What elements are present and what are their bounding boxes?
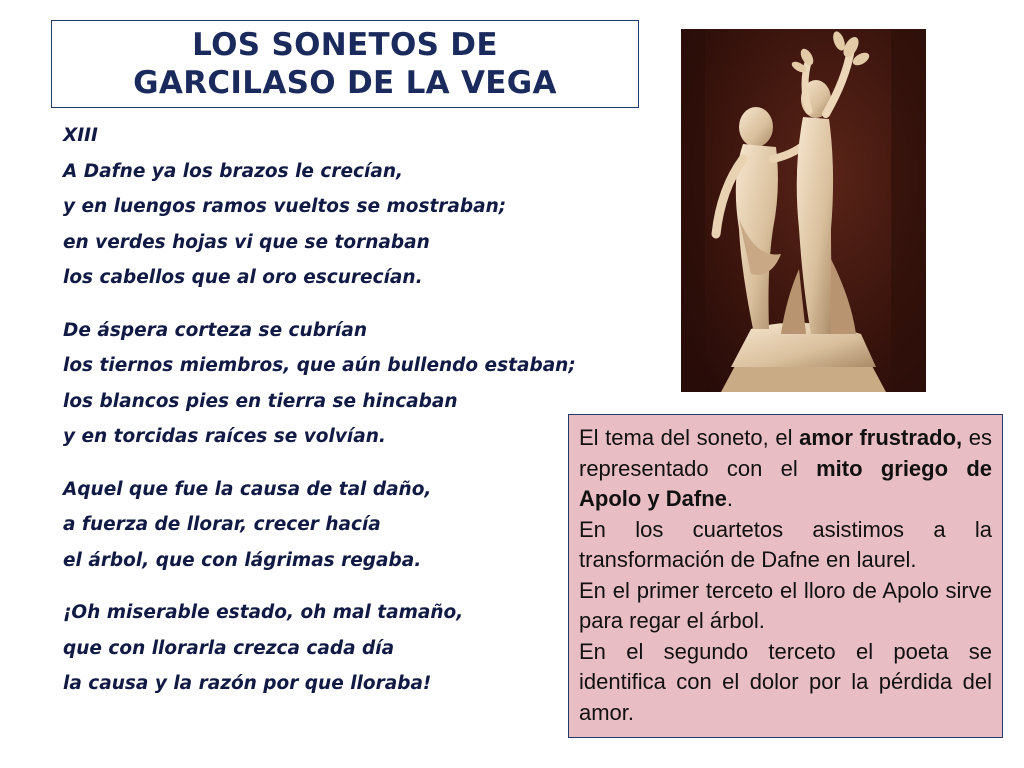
verse: y en torcidas raíces se volvían. — [63, 426, 386, 447]
commentary-paragraph — [579, 423, 992, 515]
commentary-text: es representado con el — [579, 425, 992, 481]
commentary-paragraph: En el segundo terceto el poeta se identifica con el dolor por la pérdida del amor. — [579, 638, 992, 725]
sonnet-text — [63, 118, 623, 719]
commentary-highlight: mito griego de Apolo y Dafne — [579, 455, 992, 511]
sculpture-photo — [681, 29, 926, 392]
verse: los blancos pies en tierra se hincaban — [63, 390, 458, 412]
commentary-paragraph: En los cuartetos asistimos a la transformación de Dafne en laurel. — [579, 516, 992, 572]
commentary-text: El tema del soneto, el — [579, 425, 800, 450]
verse: la causa y la razón por que lloraba! — [63, 673, 432, 694]
stanza-3 — [63, 472, 623, 579]
sonnet-number: XIII — [63, 125, 98, 146]
verse: a fuerza de llorar, crecer hacía — [63, 514, 381, 535]
commentary-text: . — [726, 486, 734, 511]
verse: en verdes hojas vi que se tornaban — [63, 231, 430, 253]
page-title-line-1: LOS SONETOS DE — [192, 27, 498, 63]
verse: De áspera corteza se cubrían — [63, 319, 368, 341]
commentary-highlight: amor frustrado, — [799, 425, 963, 450]
verse: ¡Oh miserable estado, oh mal tamaño, — [63, 602, 464, 623]
page-title-line-2: GARCILASO DE LA VEGA — [133, 65, 557, 101]
verse: A Dafne ya los brazos le crecían, — [63, 160, 404, 182]
stanza-2 — [63, 313, 623, 455]
stanza-4 — [63, 595, 623, 702]
commentary-paragraph: En el primer terceto el lloro de Apolo sirve para regar el árbol. — [579, 577, 992, 633]
commentary-box — [568, 414, 1003, 738]
verse: los tiernos miembros, que aún bullendo estaban; — [63, 355, 576, 376]
title-box — [51, 20, 639, 108]
stanza-1 — [63, 154, 623, 296]
verse: el árbol, que con lágrimas regaba. — [63, 549, 422, 571]
verse: que con llorarla crezca cada día — [63, 637, 395, 659]
verse: y en luengos ramos vueltos se mostraban; — [63, 196, 507, 217]
verse: Aquel que fue la causa de tal daño, — [63, 478, 432, 500]
sculpture-illustration — [681, 29, 926, 392]
verse: los cabellos que al oro escurecían. — [63, 267, 423, 288]
